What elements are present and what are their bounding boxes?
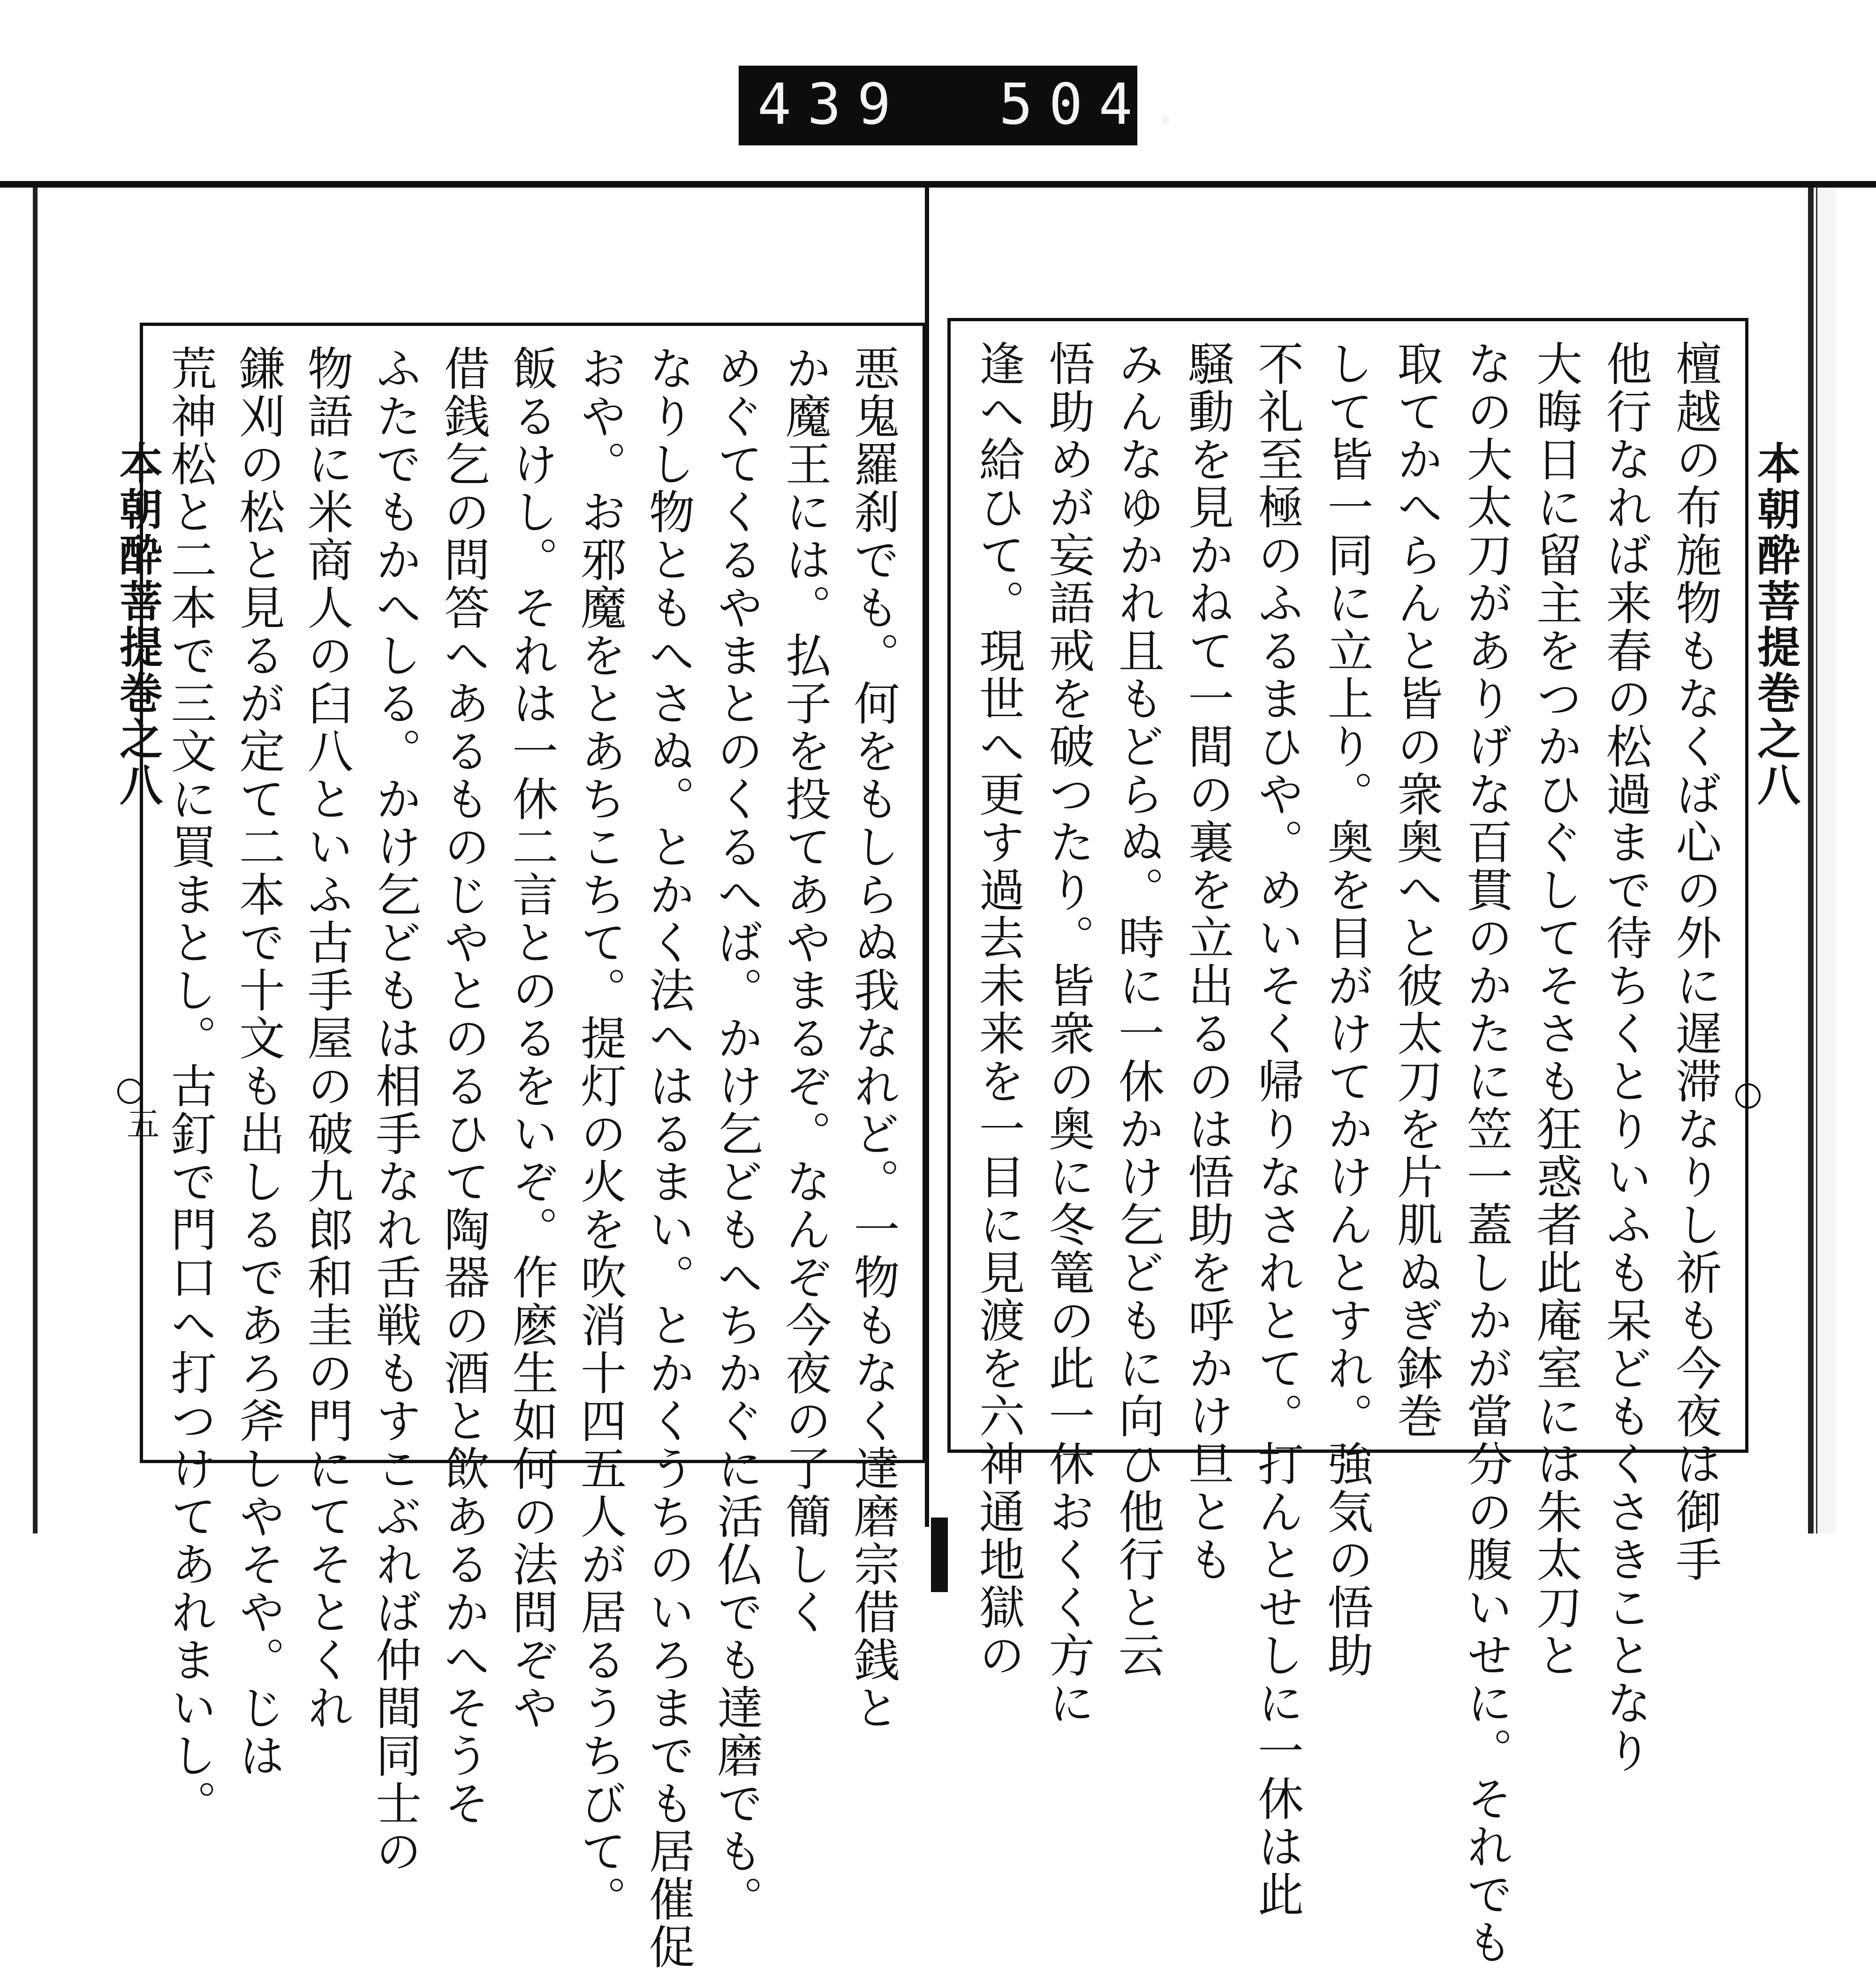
right-text-column: 取てかへらんと皆の衆奥へと彼太刀を片肌ぬぎ鉢巻	[1389, 340, 1443, 1440]
right-text-column: 他行なれば来春の松過まで待ちくとりいふも呆どもくさきことなり	[1598, 340, 1652, 1775]
plate-number-left: 439	[757, 72, 907, 137]
left-text-column: めぐてくるやまとのくるへば。かけ乞どもへちかぐに活仏でも達磨でも。	[709, 345, 763, 1923]
right-text-column: 不礼至極のふるまひや。めいそく帰りなされとて。打んとせしに一休は此	[1250, 340, 1304, 1918]
left-text-frame	[140, 323, 926, 1971]
right-text-column: なの大太刀がありげな百貫のかたに笠一蓋しかが當分の腹いせに。それでも	[1459, 340, 1513, 1966]
right-text-column: みんなゆかれ且もどらぬ。時に一休かけ乞どもに向ひ他行と云	[1111, 340, 1165, 1679]
left-text-column: 悪鬼羅刹でも。何をもしらぬ我なれど。一物もなく達磨宗借銭と	[846, 345, 900, 1732]
left-margin-title: 本朝酔菩提巻之八	[107, 441, 169, 808]
right-text-column: 逢へ給ひて。現世へ更す過去未来を一目に見渡を六神通地獄の	[971, 340, 1025, 1679]
left-text-column: 物語に米商人の臼八といふ古手屋の破九郎和圭の門にてそとくれ	[300, 345, 354, 1732]
top-rule	[0, 181, 1876, 188]
plate-number-right: 504.	[999, 72, 1198, 137]
left-text-column: 飯るけし。それは一休二言とのるをいぞ。作麽生如何の法問ぞや	[505, 345, 558, 1732]
folio-number: 五	[121, 1107, 160, 1140]
catalogue-plate	[739, 66, 1198, 145]
spine-tab	[931, 1518, 948, 1592]
right-text-column: して皆一同に立上り。奥を目がけてかけんとすれ。強気の悟助	[1320, 340, 1373, 1679]
left-text-column: ふたでもかへしる。かけ乞どもは相手なれ舌戦もすこぶれば仲間同士の	[368, 345, 422, 1875]
right-margin-title: 本朝酔菩提巻之八	[1750, 441, 1801, 808]
folio-mark-left	[117, 1079, 143, 1104]
left-text-column: 荒神松と二本で三文に買まとし。古釘で門口へ打つけてあれまいし。	[163, 345, 217, 1828]
left-text-column: なりし物ともへさぬ。とかく法へはるまい。とかくうちのいろまでも居催促	[641, 345, 695, 1971]
right-text-column: 悟助めが妄語戒を破つたり。皆衆の奥に冬篭の此一休おくく方に	[1041, 340, 1095, 1727]
left-text-column: 鎌刈の松と見るが定て二本で十文も出しるであろ斧しやそや。じは	[231, 345, 285, 1780]
left-text-column: か魔王には。払子を投てあやまるぞ。なんぞ今夜の了簡しく	[778, 345, 832, 1636]
left-text-column: 借銭乞の問答へあるものじやとのるひて陶器の酒と飲あるかへそうそ	[436, 345, 490, 1828]
right-text-frame	[947, 318, 1748, 1966]
right-text-column: 大晦日に留主をつかひぐしてそさも狂惑者此庵室には朱太刀と	[1528, 340, 1582, 1679]
left-text-column: おや。お邪魔をとあちこちて。提灯の火を吹消十四五人が居るうちびて。	[573, 345, 627, 1923]
right-text-column: 騒動を見かねて一間の裏を立出るのは悟助を呼かけ旦とも	[1180, 340, 1234, 1584]
right-text-column: 檀越の布施物もなくば心の外に遅滞なりし祈も今夜は御手	[1668, 340, 1722, 1584]
